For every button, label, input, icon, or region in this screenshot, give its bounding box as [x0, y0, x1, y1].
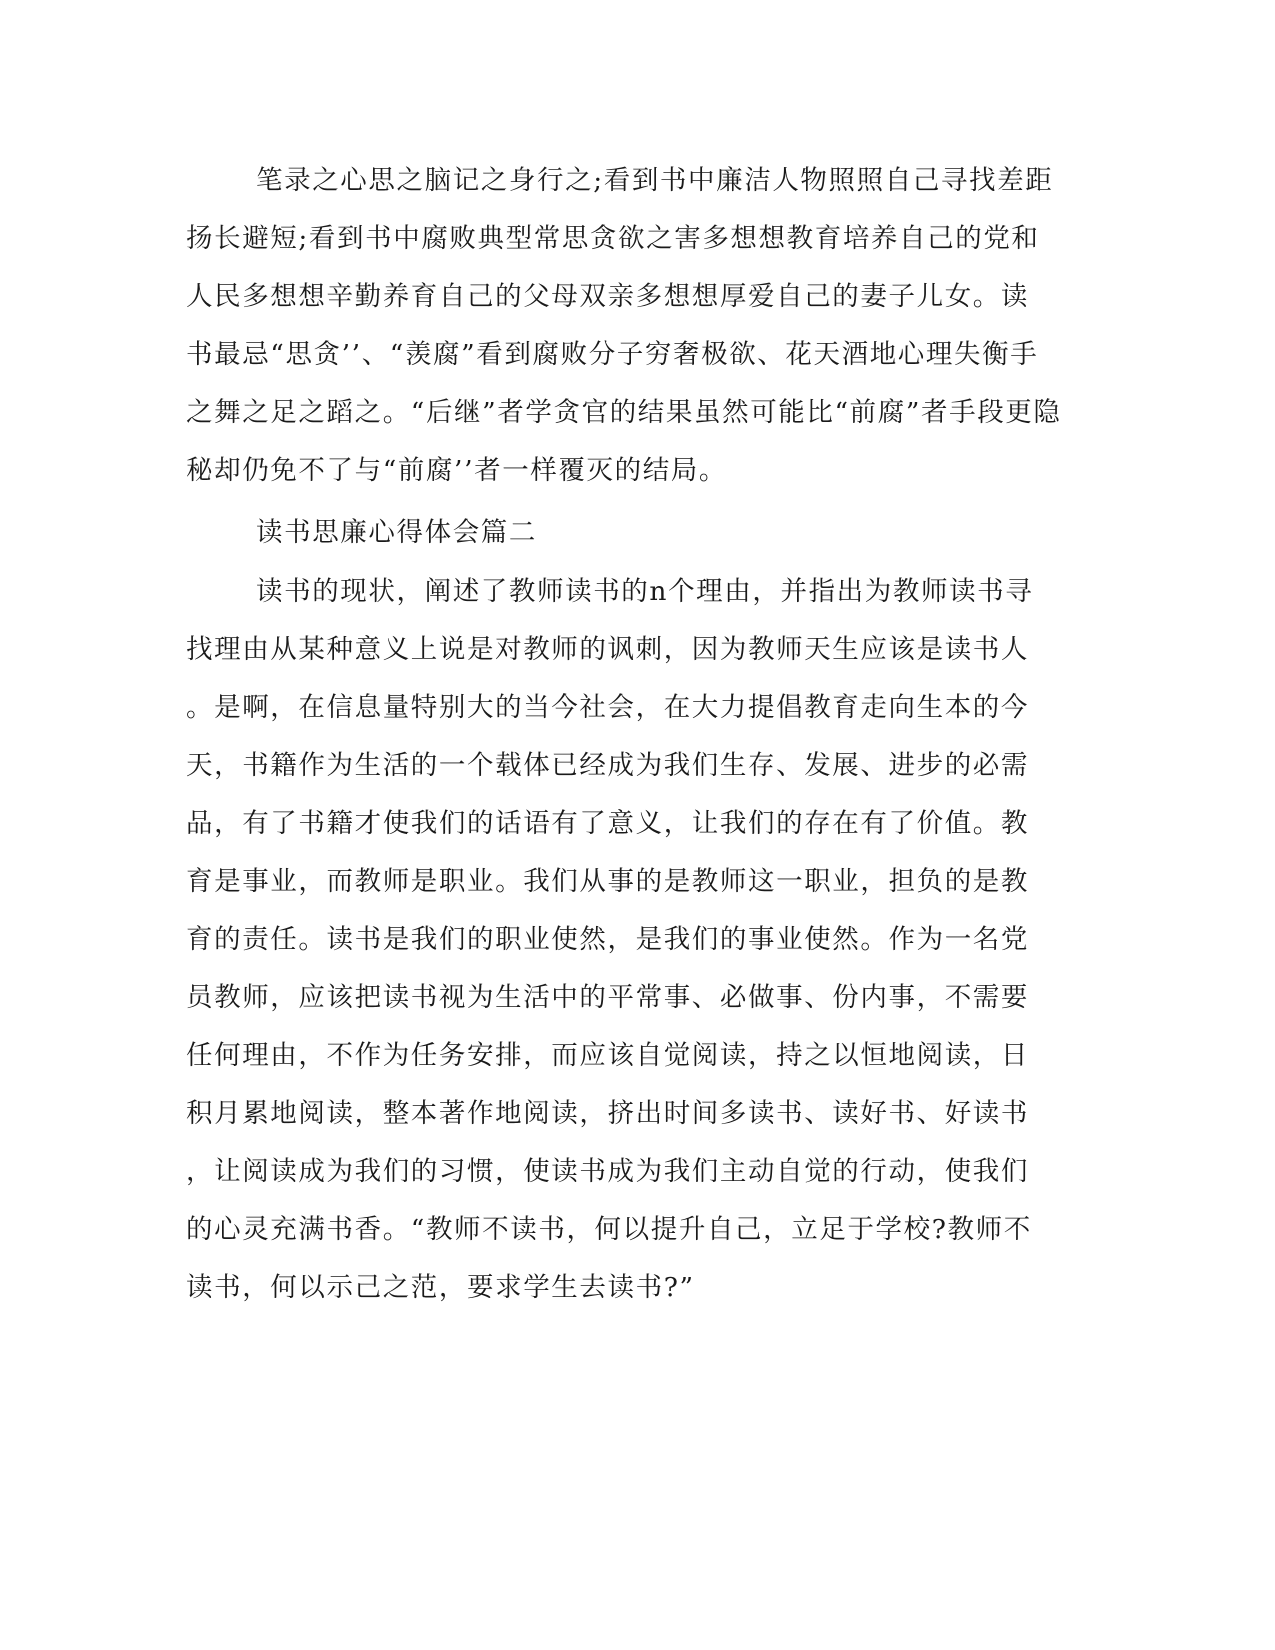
paragraph-1-line-3: 人民多想想辛勤养育自己的父母双亲多想想厚爱自己的妻子儿女。读	[186, 281, 1029, 312]
paragraph-2-line-9: 任何理由，不作为任务安排，而应该自觉阅读，持之以恒地阅读，日	[186, 1040, 1029, 1071]
paragraph-2-line-12: 的心灵充满书香。“教师不读书，何以提升自己，立足于学校?教师不	[186, 1214, 1032, 1245]
paragraph-2-line-4: 天，书籍作为生活的一个载体已经成为我们生存、发展、进步的必需	[186, 750, 1029, 781]
paragraph-1-line-2: 扬长避短;看到书中腐败典型常思贪欲之害多想想教育培养自己的党和	[186, 223, 1040, 254]
paragraph-2-line-7: 育的责任。读书是我们的职业使然，是我们的事业使然。作为一名党	[186, 924, 1029, 955]
paragraph-1-line-5: 之舞之足之蹈之。“后继”者学贪官的结果虽然可能比“前腐”者手段更隐	[186, 397, 1062, 428]
paragraph-1-line-6: 秘却仍免不了与“前腐’’者一样覆灭的结局。	[186, 455, 727, 486]
paragraph-2-line-13: 读书，何以示己之范，要求学生去读书?”	[186, 1272, 695, 1303]
paragraph-2-line-10: 积月累地阅读，整本著作地阅读，挤出时间多读书、读好书、好读书	[186, 1098, 1029, 1129]
paragraph-2-line-5: 品，有了书籍才使我们的话语有了意义，让我们的存在有了价值。教	[186, 808, 1029, 839]
section-heading: 读书思廉心得体会篇二	[256, 517, 537, 548]
paragraph-1-line-1: 笔录之心思之脑记之身行之;看到书中廉洁人物照照自己寻找差距	[256, 165, 1054, 196]
paragraph-2-line-11: ，让阅读成为我们的习惯，使读书成为我们主动自觉的行动，使我们	[186, 1156, 1029, 1187]
paragraph-2-line-2: 找理由从某种意义上说是对教师的讽刺，因为教师天生应该是读书人	[186, 634, 1029, 665]
paragraph-2-line-8: 员教师，应该把读书视为生活中的平常事、必做事、份内事，不需要	[186, 982, 1029, 1013]
paragraph-2-line-3: 。是啊，在信息量特别大的当今社会，在大力提倡教育走向生本的今	[186, 692, 1029, 723]
paragraph-1-line-4: 书最忌“思贪’’、“羡腐”看到腐败分子穷奢极欲、花天酒地心理失衡手	[186, 339, 1039, 370]
paragraph-2-line-6: 育是事业，而教师是职业。我们从事的是教师这一职业，担负的是教	[186, 866, 1029, 897]
paragraph-2-line-1: 读书的现状，阐述了教师读书的n个理由，并指出为教师读书寻	[256, 576, 1034, 607]
